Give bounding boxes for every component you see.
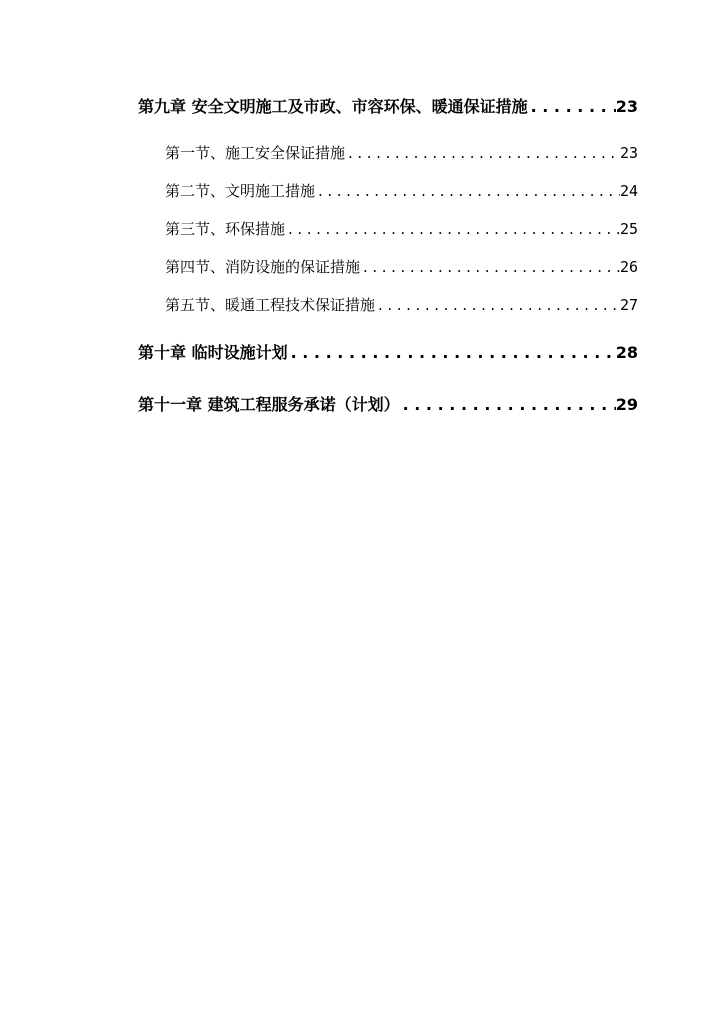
toc-dot-leader [315,182,620,200]
toc-entry-title: 第十一章 建筑工程服务承诺（计划） [138,395,400,414]
toc-dot-leader [400,395,616,414]
toc-entry-section-5[interactable] [165,294,638,318]
toc-entry-title: 第十章 临时设施计划 [138,343,288,362]
toc-dot-leader [360,258,620,276]
toc-entry-title: 第五节、暖通工程技术保证措施 [165,296,376,314]
toc-entry-title: 第九章 安全文明施工及市政、市容环保、暖通保证措施 [138,97,528,116]
toc-entry-page-number: 25 [619,220,638,238]
toc-dot-leader [345,144,620,162]
toc-entry-section-4[interactable] [165,256,638,280]
toc-entry-title: 第四节、消防设施的保证措施 [165,258,361,276]
toc-entry-chapter-9[interactable] [138,94,638,118]
toc-entry-page-number: 24 [619,182,638,200]
toc-entry-page-number: 28 [615,343,638,362]
toc-dot-leader [528,97,616,116]
toc-entry-page-number: 23 [615,97,638,116]
toc-entry-section-3[interactable] [165,218,638,242]
toc-entry-page-number: 27 [619,296,638,314]
toc-entry-section-2[interactable] [165,180,638,204]
toc-entry-chapter-10[interactable] [138,340,638,364]
toc-entry-section-1[interactable] [165,142,638,166]
toc-entry-page-number: 26 [619,258,638,276]
toc-dot-leader [285,220,620,238]
toc-entry-chapter-11[interactable] [138,392,638,416]
toc-dot-leader [288,343,616,362]
toc-entry-page-number: 29 [615,395,638,414]
toc-entry-title: 第三节、环保措施 [165,220,286,238]
toc-entry-title: 第二节、文明施工措施 [165,182,316,200]
toc-entry-title: 第一节、施工安全保证措施 [165,144,346,162]
toc-dot-leader [375,296,620,314]
toc-entry-page-number: 23 [619,144,638,162]
